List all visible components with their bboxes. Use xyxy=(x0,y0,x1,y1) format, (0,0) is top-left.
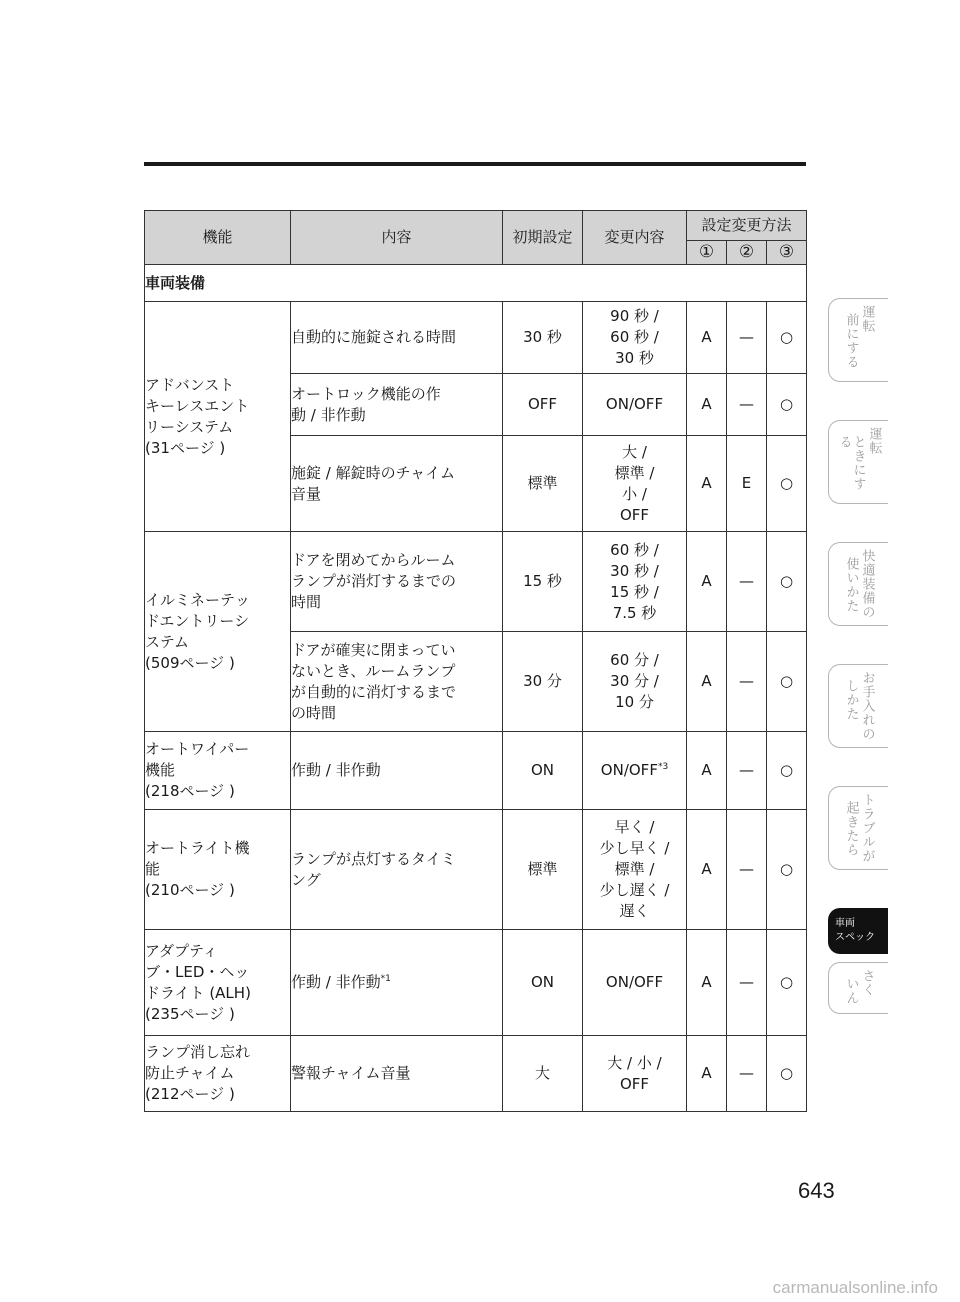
table-row xyxy=(145,930,807,1036)
spec-table xyxy=(144,210,807,1112)
content-cell xyxy=(291,632,503,732)
cell-line: 標準 / xyxy=(614,463,655,482)
cell-line: ランプが点灯するタイミ xyxy=(291,849,456,868)
method-cell-m1: A xyxy=(687,302,727,374)
function-cell xyxy=(145,532,291,732)
section-row xyxy=(145,265,807,302)
cell-line: 15 秒 / xyxy=(610,582,659,601)
cell-line: が自動的に消灯するまで xyxy=(291,682,457,701)
cell-line: 防止チャイム xyxy=(145,1064,235,1082)
cell-line: 30 秒 / xyxy=(610,561,659,580)
cell-line: ドエントリーシ xyxy=(145,611,250,630)
cell-line: OFF xyxy=(619,1074,650,1093)
initial-cell: ON xyxy=(503,930,583,1036)
method-cell-m1: A xyxy=(687,1036,727,1112)
header-method: 設定変更方法 xyxy=(687,211,807,241)
cell-line: 施錠 / 解錠時のチャイム xyxy=(291,463,456,482)
cell-line: 時間 xyxy=(291,593,322,611)
cell-line: 少し遅く / xyxy=(599,881,670,899)
cell-line: ON/OFF xyxy=(605,973,664,991)
function-cell xyxy=(145,930,291,1036)
cell-line: 動 / 非作動 xyxy=(291,405,366,424)
cell-line: 音量 xyxy=(291,484,322,503)
function-cell xyxy=(145,810,291,930)
method-cell-m1: A xyxy=(687,374,727,436)
side-tab-col: さく xyxy=(859,969,875,997)
cell-line: 10 分 xyxy=(615,693,654,711)
cell-line: オートライト機 xyxy=(145,839,250,857)
content-cell xyxy=(291,732,503,810)
content-cell xyxy=(291,1036,503,1112)
method-cell-m3: ○ xyxy=(767,930,807,1036)
cell-line: 機能 xyxy=(145,761,176,779)
cell-line: 小 / xyxy=(622,484,647,503)
method-cell-m2: — xyxy=(727,374,767,436)
cell-line: (212ページ ) xyxy=(145,1085,235,1103)
cell-line: 早く / xyxy=(614,818,655,836)
side-tab[interactable] xyxy=(828,298,888,382)
function-cell xyxy=(145,1036,291,1112)
cell-line: (509ページ ) xyxy=(145,653,235,672)
side-tab-col: トラブルが xyxy=(859,793,875,863)
method-cell-m3: ○ xyxy=(767,532,807,632)
content-cell xyxy=(291,532,503,632)
header-method-1: ① xyxy=(687,241,727,265)
initial-cell: 大 xyxy=(503,1036,583,1112)
initial-cell: 標準 xyxy=(503,436,583,532)
method-cell-m3: ○ xyxy=(767,302,807,374)
cell-line: 60 秒 / xyxy=(610,540,659,559)
cell-line: リーシステム xyxy=(145,417,234,436)
cell-line: オートロック機能の作 xyxy=(291,384,441,403)
table-header xyxy=(145,211,807,265)
initial-cell: 15 秒 xyxy=(503,532,583,632)
initial-cell: ON xyxy=(503,732,583,810)
section-title: 車両装備 xyxy=(145,265,807,302)
watermark: carmanualsonline.info xyxy=(772,1278,938,1297)
header-content: 内容 xyxy=(291,211,503,265)
header-initial: 初期設定 xyxy=(503,211,583,265)
footnote-mark: *3 xyxy=(657,762,669,772)
function-cell xyxy=(145,302,291,532)
change-cell xyxy=(583,532,687,632)
cell-line: イルミネーテッ xyxy=(145,590,251,609)
content-cell xyxy=(291,436,503,532)
cell-line: ドアを閉めてからルーム xyxy=(291,551,456,569)
method-cell-m2: E xyxy=(727,436,767,532)
method-cell-m3: ○ xyxy=(767,374,807,436)
change-cell xyxy=(583,632,687,732)
cell-line: ドアが確実に閉まってい xyxy=(291,640,456,659)
side-tab-col: 前にする xyxy=(843,313,859,369)
cell-line: 30 分 / xyxy=(610,672,659,690)
cell-line: キーレスエント xyxy=(145,396,250,415)
cell-line: ステム xyxy=(145,632,189,651)
cell-line: 90 秒 / xyxy=(610,307,659,325)
initial-cell: OFF xyxy=(503,374,583,436)
method-cell-m1: A xyxy=(687,810,727,930)
cell-line: 能 xyxy=(145,860,161,878)
cell-line: (31ページ ) xyxy=(145,438,226,457)
cell-line: ON/OFF xyxy=(600,761,658,779)
header-change: 変更内容 xyxy=(583,211,687,265)
cell-line: (218ページ ) xyxy=(145,782,235,800)
header-function: 機能 xyxy=(145,211,291,265)
header-method-2: ② xyxy=(727,241,767,265)
table-row xyxy=(145,1036,807,1112)
side-tab-col: 運転 xyxy=(859,305,875,333)
side-tab[interactable] xyxy=(828,542,888,626)
method-cell-m3: ○ xyxy=(767,632,807,732)
cell-line: 作動 / 非作動 xyxy=(291,761,381,779)
cell-line: 遅く xyxy=(619,902,650,920)
method-cell-m3: ○ xyxy=(767,1036,807,1112)
method-cell-m3: ○ xyxy=(767,436,807,532)
method-cell-m2: — xyxy=(727,1036,767,1112)
method-cell-m2: — xyxy=(727,930,767,1036)
cell-line: ング xyxy=(291,870,321,889)
side-tab[interactable] xyxy=(828,664,888,748)
cell-line: ブ・LED・ヘッ xyxy=(145,962,250,981)
change-cell xyxy=(583,930,687,1036)
side-tab-col: しかた xyxy=(843,679,859,721)
method-cell-m2: — xyxy=(727,532,767,632)
method-cell-m2: — xyxy=(727,302,767,374)
side-tab-col: 起きたら xyxy=(843,801,859,857)
side-tab-col: 使いかた xyxy=(843,557,859,613)
cell-line: 少し早く / xyxy=(599,839,670,857)
cell-line: 標準 / xyxy=(614,860,655,878)
content-cell xyxy=(291,930,503,1036)
method-cell-m2: — xyxy=(727,810,767,930)
side-tab-line: スペック xyxy=(835,932,875,943)
cell-line: 作動 / 非作動 xyxy=(291,973,381,991)
cell-line: オートワイパー xyxy=(145,740,250,758)
cell-line: ないとき、ルームランプ xyxy=(291,661,456,680)
cell-line: アドバンスト xyxy=(145,375,235,394)
method-cell-m2: — xyxy=(727,732,767,810)
table-row xyxy=(145,810,807,930)
table-row xyxy=(145,302,807,374)
top-rule xyxy=(144,162,806,166)
page-number: 643 xyxy=(798,1178,835,1203)
side-tab[interactable] xyxy=(828,786,888,870)
cell-line: 60 秒 / xyxy=(610,328,659,346)
method-cell-m3: ○ xyxy=(767,810,807,930)
side-tab-col: お手入れの xyxy=(859,671,875,741)
side-tab[interactable] xyxy=(828,420,888,504)
initial-cell: 30 分 xyxy=(503,632,583,732)
cell-line: 30 秒 xyxy=(615,349,654,367)
side-tab-line: 車両 xyxy=(835,918,855,929)
cell-line: ON/OFF xyxy=(605,395,664,413)
table-body xyxy=(145,265,807,1112)
method-cell-m2: — xyxy=(727,632,767,732)
header-method-3: ③ xyxy=(767,241,807,265)
method-cell-m1: A xyxy=(687,532,727,632)
cell-line: (210ページ ) xyxy=(145,881,235,899)
method-cell-m1: A xyxy=(687,632,727,732)
change-cell xyxy=(583,436,687,532)
cell-line: 警報チャイム音量 xyxy=(291,1064,411,1082)
side-tab-spec[interactable] xyxy=(828,908,888,954)
cell-line: ドライト (ALH) xyxy=(145,983,251,1002)
initial-cell: 標準 xyxy=(503,810,583,930)
content-cell xyxy=(291,374,503,436)
side-tab-col: 快適装備の xyxy=(859,549,875,619)
table-row xyxy=(145,732,807,810)
cell-line: 大 / xyxy=(622,442,647,461)
cell-line: 60 分 / xyxy=(610,651,659,669)
cell-line: 大 / 小 / xyxy=(607,1053,662,1072)
side-tab-col: 運転 xyxy=(866,427,882,455)
cell-line: 7.5 秒 xyxy=(612,603,657,622)
change-cell xyxy=(583,374,687,436)
cell-line: 自動的に施錠される時間 xyxy=(291,328,457,346)
initial-cell: 30 秒 xyxy=(503,302,583,374)
cell-line: (235ページ ) xyxy=(145,1004,235,1023)
footnote-mark: *1 xyxy=(380,974,391,984)
change-cell xyxy=(583,1036,687,1112)
method-cell-m1: A xyxy=(687,436,727,532)
method-cell-m3: ○ xyxy=(767,732,807,810)
change-cell xyxy=(583,302,687,374)
side-tab-col: いん xyxy=(843,977,859,1005)
function-cell xyxy=(145,732,291,810)
side-tab-col: ときにする xyxy=(836,435,866,491)
content-cell xyxy=(291,302,503,374)
method-cell-m1: A xyxy=(687,732,727,810)
side-tab[interactable] xyxy=(828,962,888,1014)
cell-line: ランプ消し忘れ xyxy=(145,1043,251,1061)
change-cell xyxy=(583,810,687,930)
content-cell xyxy=(291,810,503,930)
cell-line: ランプが消灯するまでの xyxy=(291,572,457,590)
cell-line: アダプティ xyxy=(145,941,218,960)
change-cell xyxy=(583,732,687,810)
table-row xyxy=(145,532,807,632)
cell-line: の時間 xyxy=(291,703,337,722)
cell-line: OFF xyxy=(619,505,650,524)
method-cell-m1: A xyxy=(687,930,727,1036)
